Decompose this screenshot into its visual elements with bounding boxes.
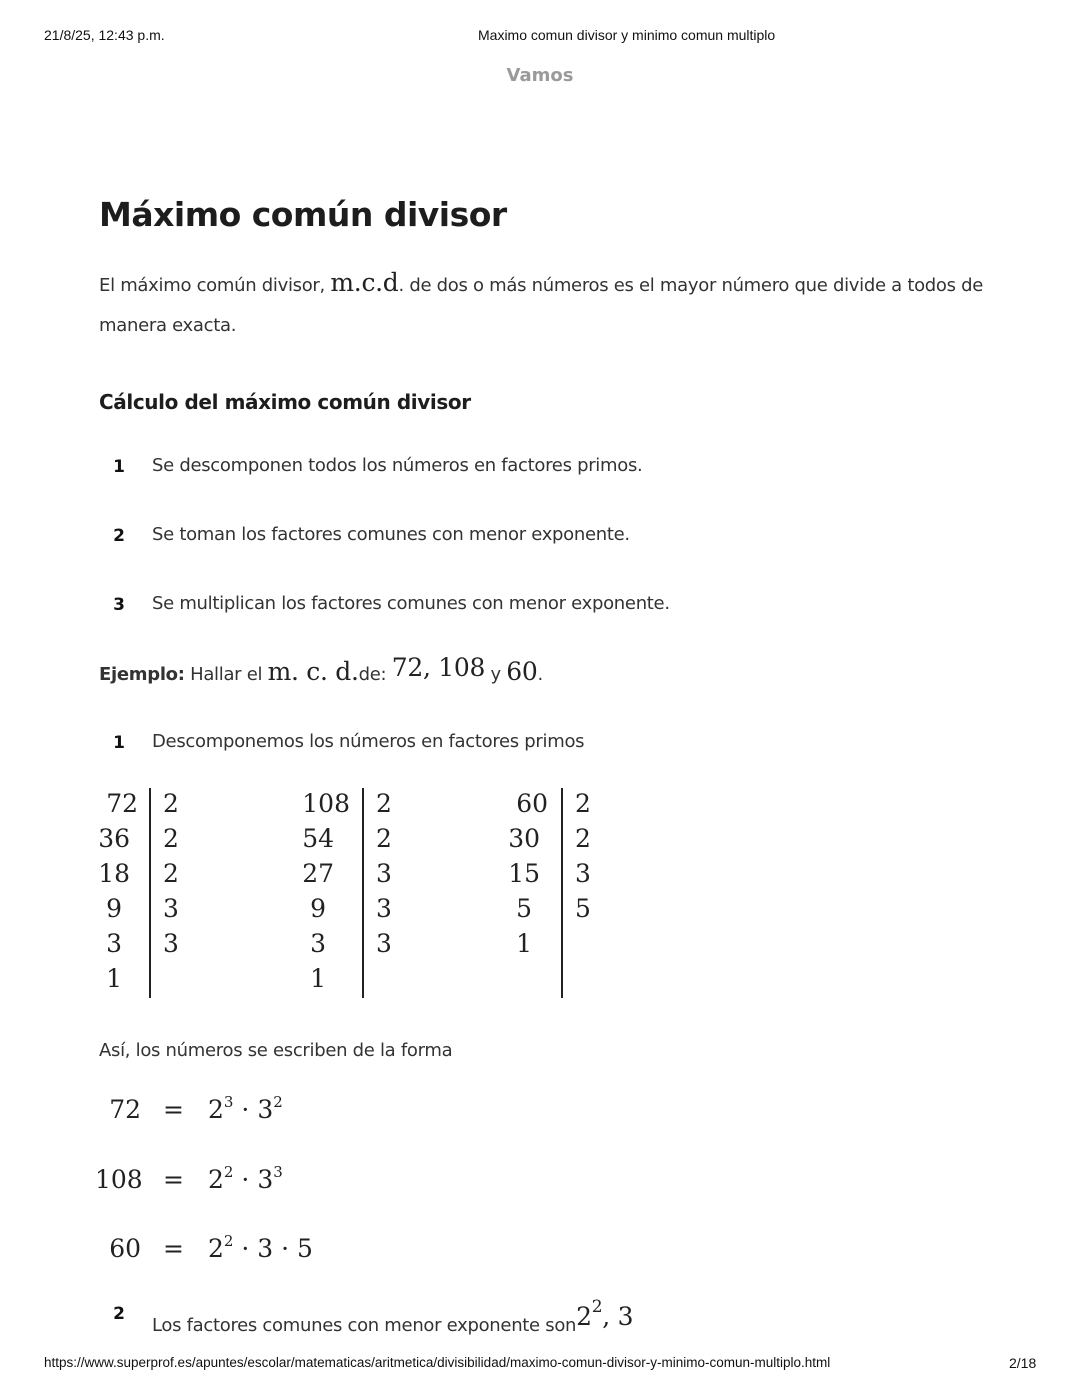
dividend: 1: [106, 964, 122, 993]
step-text: Se multiplican los factores comunes con menor exponente.: [152, 593, 670, 614]
print-url: https://www.superprof.es/apuntes/escolar/matematicas/aritmetica/divisibilidad/maximo-comun-divisor-y-minimo-comun-multiplo.html: [44, 1355, 831, 1370]
dividend: 54: [302, 824, 334, 853]
prime-factor: 3: [376, 859, 392, 888]
prime-factor: 3: [376, 929, 392, 958]
example-math-60: 60: [506, 657, 538, 686]
division-bar: [149, 788, 151, 998]
prime-factor: 5: [575, 894, 591, 923]
equation-equals: =: [163, 1165, 184, 1194]
intro-paragraph: [99, 268, 983, 297]
prime-factor: 3: [163, 894, 179, 923]
intro-text-before: El máximo común divisor,: [99, 275, 331, 296]
prime-factor: 3: [376, 894, 392, 923]
step-text: Descomponemos los números en factores primos: [152, 731, 585, 752]
equation-lhs: 72: [109, 1095, 141, 1124]
dividend: 9: [106, 894, 122, 923]
step-number: 2: [113, 526, 125, 546]
equation-rhs: $2^2 \cdot 3^3$: [208, 1163, 283, 1194]
prime-factor: 2: [376, 789, 392, 818]
step-text-label: Los factores comunes con menor exponente son: [152, 1315, 577, 1336]
equation-lhs: 108: [95, 1165, 143, 1194]
dividend: 72: [106, 789, 138, 818]
dividend: 1: [516, 929, 532, 958]
equation-rhs: $2^2 \cdot 3 \cdot 5$: [208, 1232, 313, 1263]
page-title: Máximo común divisor: [99, 195, 507, 234]
dividend: 5: [516, 894, 532, 923]
example-end: .: [537, 664, 543, 685]
intro-text-after: . de dos o más números es el mayor número que divide a todos de: [398, 275, 984, 296]
step-number: 1: [113, 457, 125, 477]
example-line: [99, 653, 543, 686]
step-number: 2: [113, 1304, 125, 1324]
step-text: [152, 1297, 634, 1336]
dividend: 18: [98, 859, 130, 888]
dividend: 30: [508, 824, 540, 853]
step-number: 1: [113, 733, 125, 753]
prime-factor: 2: [163, 859, 179, 888]
dividend: 27: [302, 859, 334, 888]
prime-factor: 2: [376, 824, 392, 853]
example-text: y: [485, 664, 507, 685]
step-math: $2^2$, 3: [576, 1297, 634, 1331]
dividend: 15: [508, 859, 540, 888]
division-bar: [561, 788, 563, 998]
step-text: Se toman los factores comunes con menor exponente.: [152, 524, 630, 545]
division-bar: [362, 788, 364, 998]
section-heading: Cálculo del máximo común divisor: [99, 390, 471, 414]
prime-factor: 2: [575, 789, 591, 818]
equation-equals: =: [163, 1095, 184, 1124]
dividend: 3: [310, 929, 326, 958]
intro-line2: manera exacta.: [99, 315, 237, 336]
example-text: Hallar el: [184, 664, 268, 685]
equation-lhs: 60: [109, 1234, 141, 1263]
print-datetime: 21/8/25, 12:43 p.m.: [44, 27, 165, 43]
prime-factor: 2: [163, 824, 179, 853]
asi-text: Así, los números se escriben de la forma: [99, 1040, 453, 1061]
dividend: 108: [302, 789, 350, 818]
equation-equals: =: [163, 1234, 184, 1263]
dividend: 36: [98, 824, 130, 853]
dividend: 60: [516, 789, 548, 818]
step-text: Se descomponen todos los números en factores primos.: [152, 455, 643, 476]
print-doc-title: Maximo comun divisor y minimo comun multiplo: [478, 27, 776, 43]
example-math-numbers: 72, 108: [391, 653, 486, 682]
example-math-mcd: m. c. d.: [267, 657, 359, 686]
prime-factor: 3: [575, 859, 591, 888]
prime-factor: 2: [575, 824, 591, 853]
equation-rhs: $2^3 \cdot 3^2$: [208, 1093, 283, 1124]
dividend: 1: [310, 964, 326, 993]
example-text: de:: [358, 664, 392, 685]
step-number: 3: [113, 595, 125, 615]
dividend: 9: [310, 894, 326, 923]
prime-factor: 3: [163, 929, 179, 958]
intro-math-mcd: m.c.d: [330, 268, 399, 297]
example-label: Ejemplo:: [99, 664, 185, 685]
site-logo-text[interactable]: Vamos: [506, 65, 574, 86]
dividend: 3: [106, 929, 122, 958]
prime-factor: 2: [163, 789, 179, 818]
print-page-number: 2/18: [1009, 1355, 1037, 1371]
